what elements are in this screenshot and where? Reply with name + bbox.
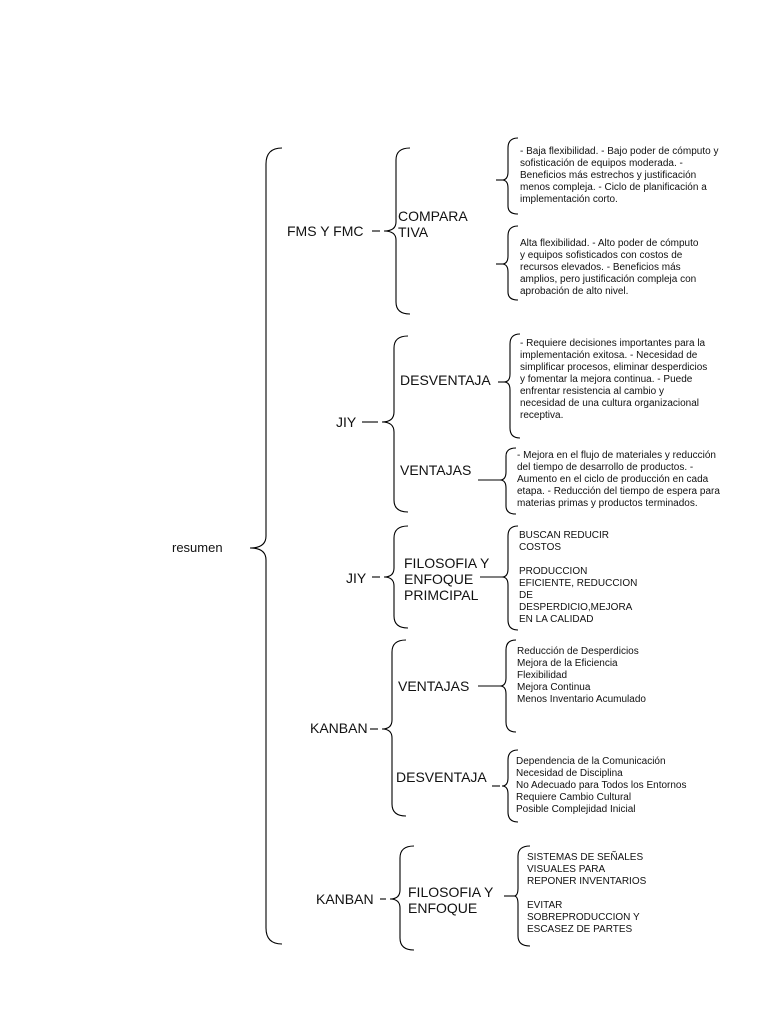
jiy-desventaja-label: DESVENTAJA (400, 372, 491, 388)
kanban-desventaja-detail: Dependencia de la Comunicación Necesidad de Disciplina No Adecuado para Todos los Entornos Requiere Cambio Cultural Posible Complejidad Inicial (516, 756, 687, 815)
kanban-filosofia-detail: SISTEMAS DE SEÑALES VISUALES PARA REPONER INVENTARIOS EVITAR SOBREPRODUCCION Y ESCASEZ DE PARTES (527, 852, 647, 935)
root-label: resumen (172, 540, 223, 555)
jiy-ventajas-detail: - Mejora en el flujo de materiales y reducción del tiempo de desarrollo de productos. - Aumento en el ciclo de producción en cada etapa. - Reducción del tiempo de espera para materias primas y productos terminados. (517, 450, 720, 509)
kanban-filosofia-label: FILOSOFIA Y ENFOQUE (408, 884, 494, 916)
branch-jiy-label: JIY (336, 414, 357, 430)
fms-comparativa-label: COMPARA TIVA (398, 208, 468, 240)
jiy-filosofia-detail: BUSCAN REDUCIR COSTOS PRODUCCION EFICIENTE, REDUCCION DE DESPERDICIO,MEJORA EN LA CALIDAD (519, 530, 638, 625)
root-bracket (250, 148, 282, 944)
branch-kanban-label: KANBAN (310, 720, 368, 736)
kanban-ventajas-label: VENTAJAS (398, 678, 470, 694)
jiy-desventaja-detail: - Requiere decisiones importantes para la implementación exitosa. - Necesidad de simplificar procesos, eliminar desperdicios y fomentar la mejora continua. - Puede enfrentar resistencia al cambio y necesidad de una cultura organizacional receptiva. (520, 338, 708, 421)
branch-jiy-2-label: JIY (346, 570, 367, 586)
fms-comparativa-detail-1: - Baja flexibilidad. - Bajo poder de cómputo y sofisticación de equipos moderada. - Beneficios más estrechos y justificación menos compleja. - Ciclo de planificación a implementación corto. (520, 146, 719, 205)
jiy-filosofia-label: FILOSOFIA Y ENFOQUE PRIMCIPAL (404, 555, 490, 603)
jiy-ventajas-label: VENTAJAS (400, 462, 472, 478)
fms-comparativa-detail-2: Alta flexibilidad. - Alto poder de cómputo y equipos sofisticados con costos de recursos elevados. - Beneficios más amplios, pero justificación compleja con aprobación de alto nivel. (520, 238, 699, 297)
kanban-desventaja-label: DESVENTAJA (396, 769, 487, 785)
branch-fms-label: FMS Y FMC (287, 223, 364, 239)
kanban-ventajas-detail: Reducción de Desperdicios Mejora de la Eficiencia Flexibilidad Mejora Continua Menos Inventario Acumulado (517, 646, 646, 705)
branch-kanban-2-label: KANBAN (316, 891, 374, 907)
